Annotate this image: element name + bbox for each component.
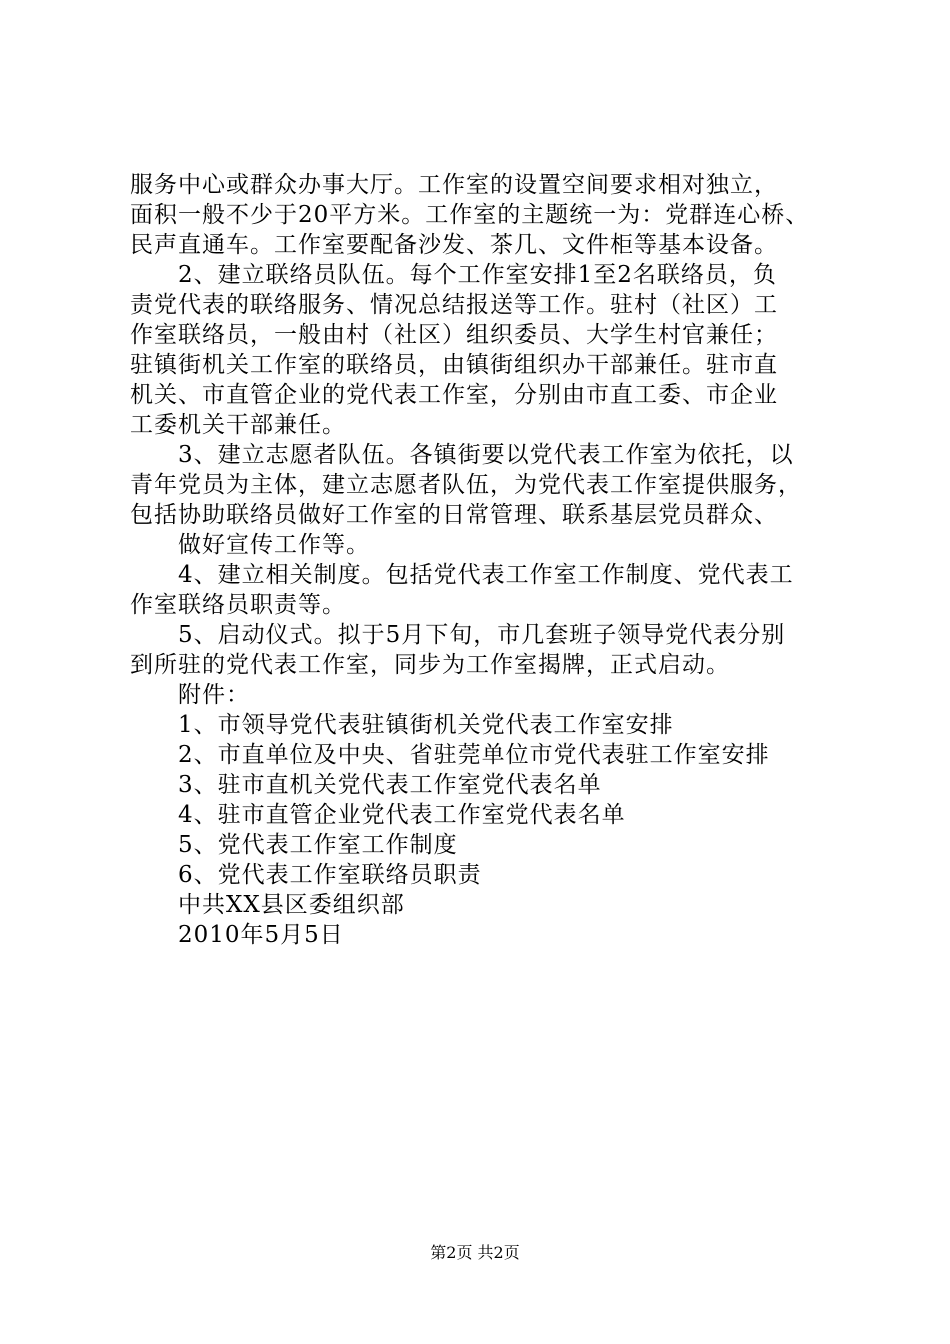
section-heading-5: 5、启动仪式。拟于5月下旬，市几套班子领导党代表分别 [178,622,786,648]
body-line: 驻镇街机关工作室的联络员，由镇街组织办干部兼任。驻市直 [130,352,778,378]
body-line: 民声直通车。工作室要配备沙发、茶几、文件柜等基本设备。 [130,232,778,258]
section-heading-3: 3、建立志愿者队伍。各镇街要以党代表工作室为依托，以 [178,442,794,468]
attachment-item: 2、市直单位及中央、省驻莞单位市党代表驻工作室安排 [178,742,770,768]
issuer-signature: 中共XX县区委组织部 [178,892,405,918]
attachment-item: 5、党代表工作室工作制度 [178,832,458,858]
body-line: 作室联络员，一般由村（社区）组织委员、大学生村官兼任； [130,322,778,348]
attachment-item: 6、党代表工作室联络员职责 [178,862,482,888]
body-line: 责党代表的联络服务、情况总结报送等工作。驻村（社区）工 [130,292,778,318]
body-line: 面积一般不少于20平方米。工作室的主题统一为：党群连心桥、 [130,202,810,228]
body-line: 工委机关干部兼任。 [130,412,346,438]
body-line: 服务中心或群众办事大厅。工作室的设置空间要求相对独立， [130,172,778,198]
body-line: 包括协助联络员做好工作室的日常管理、联系基层党员群众、 [130,502,778,528]
issue-date: 2010年5月5日 [178,922,344,948]
body-line: 做好宣传工作等。 [178,532,370,558]
body-line: 到所驻的党代表工作室，同步为工作室揭牌，正式启动。 [130,652,730,678]
body-line: 机关、市直管企业的党代表工作室，分别由市直工委、市企业 [130,382,778,408]
page-number-footer: 第2页 共2页 [430,1243,520,1262]
attachment-item: 4、驻市直管企业党代表工作室党代表名单 [178,802,626,828]
attachments-heading: 附件： [178,682,250,708]
attachment-item: 3、驻市直机关党代表工作室党代表名单 [178,772,602,798]
section-heading-4: 4、建立相关制度。包括党代表工作室工作制度、党代表工 [178,562,794,588]
attachment-item: 1、市领导党代表驻镇街机关党代表工作室安排 [178,712,674,738]
body-line: 青年党员为主体，建立志愿者队伍，为党代表工作室提供服务， [130,472,802,498]
section-heading-2: 2、建立联络员队伍。每个工作室安排1至2名联络员，负 [178,262,777,288]
body-line: 作室联络员职责等。 [130,592,346,618]
document-body [130,170,830,950]
